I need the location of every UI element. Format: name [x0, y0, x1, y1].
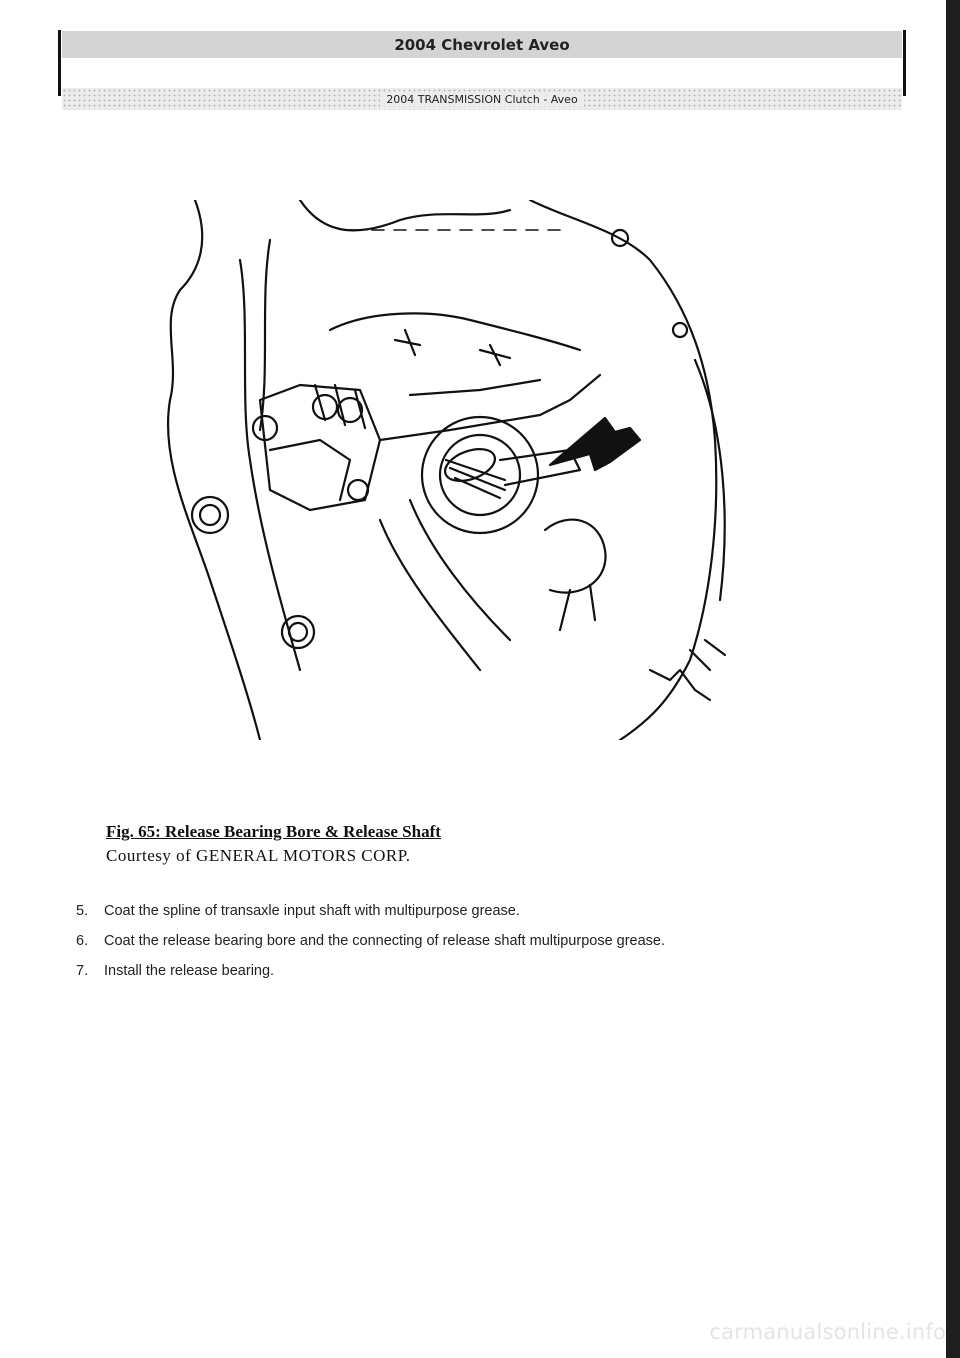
list-item [76, 956, 906, 986]
list-item [76, 896, 906, 926]
page-header [58, 30, 906, 106]
step-text: Coat the spline of transaxle input shaft with multipurpose grease. [104, 903, 520, 919]
list-item [76, 926, 906, 956]
figure-caption [106, 820, 441, 868]
watermark-text: carmanualsonline.info [709, 1320, 946, 1344]
procedure-steps [76, 896, 906, 986]
figure-title: Fig. 65: Release Bearing Bore & Release Shaft [106, 822, 441, 841]
release-bearing-illustration [150, 200, 760, 740]
header-left-border [58, 30, 61, 96]
figure-credit: Courtesy of GENERAL MOTORS CORP. [106, 846, 411, 865]
page-edge [946, 0, 960, 1358]
header-right-border [903, 30, 906, 96]
header-subtitle-band [62, 88, 902, 110]
step-number: 5. [76, 903, 89, 919]
step-number: 7. [76, 963, 89, 979]
step-text: Install the release bearing. [104, 963, 275, 979]
header-title: 2004 Chevrolet Aveo [62, 31, 902, 58]
step-text: Coat the release bearing bore and the connecting of release shaft multipurpose grease. [104, 933, 666, 949]
step-number: 6. [76, 933, 89, 949]
header-subtitle: 2004 TRANSMISSION Clutch - Aveo [380, 93, 583, 106]
